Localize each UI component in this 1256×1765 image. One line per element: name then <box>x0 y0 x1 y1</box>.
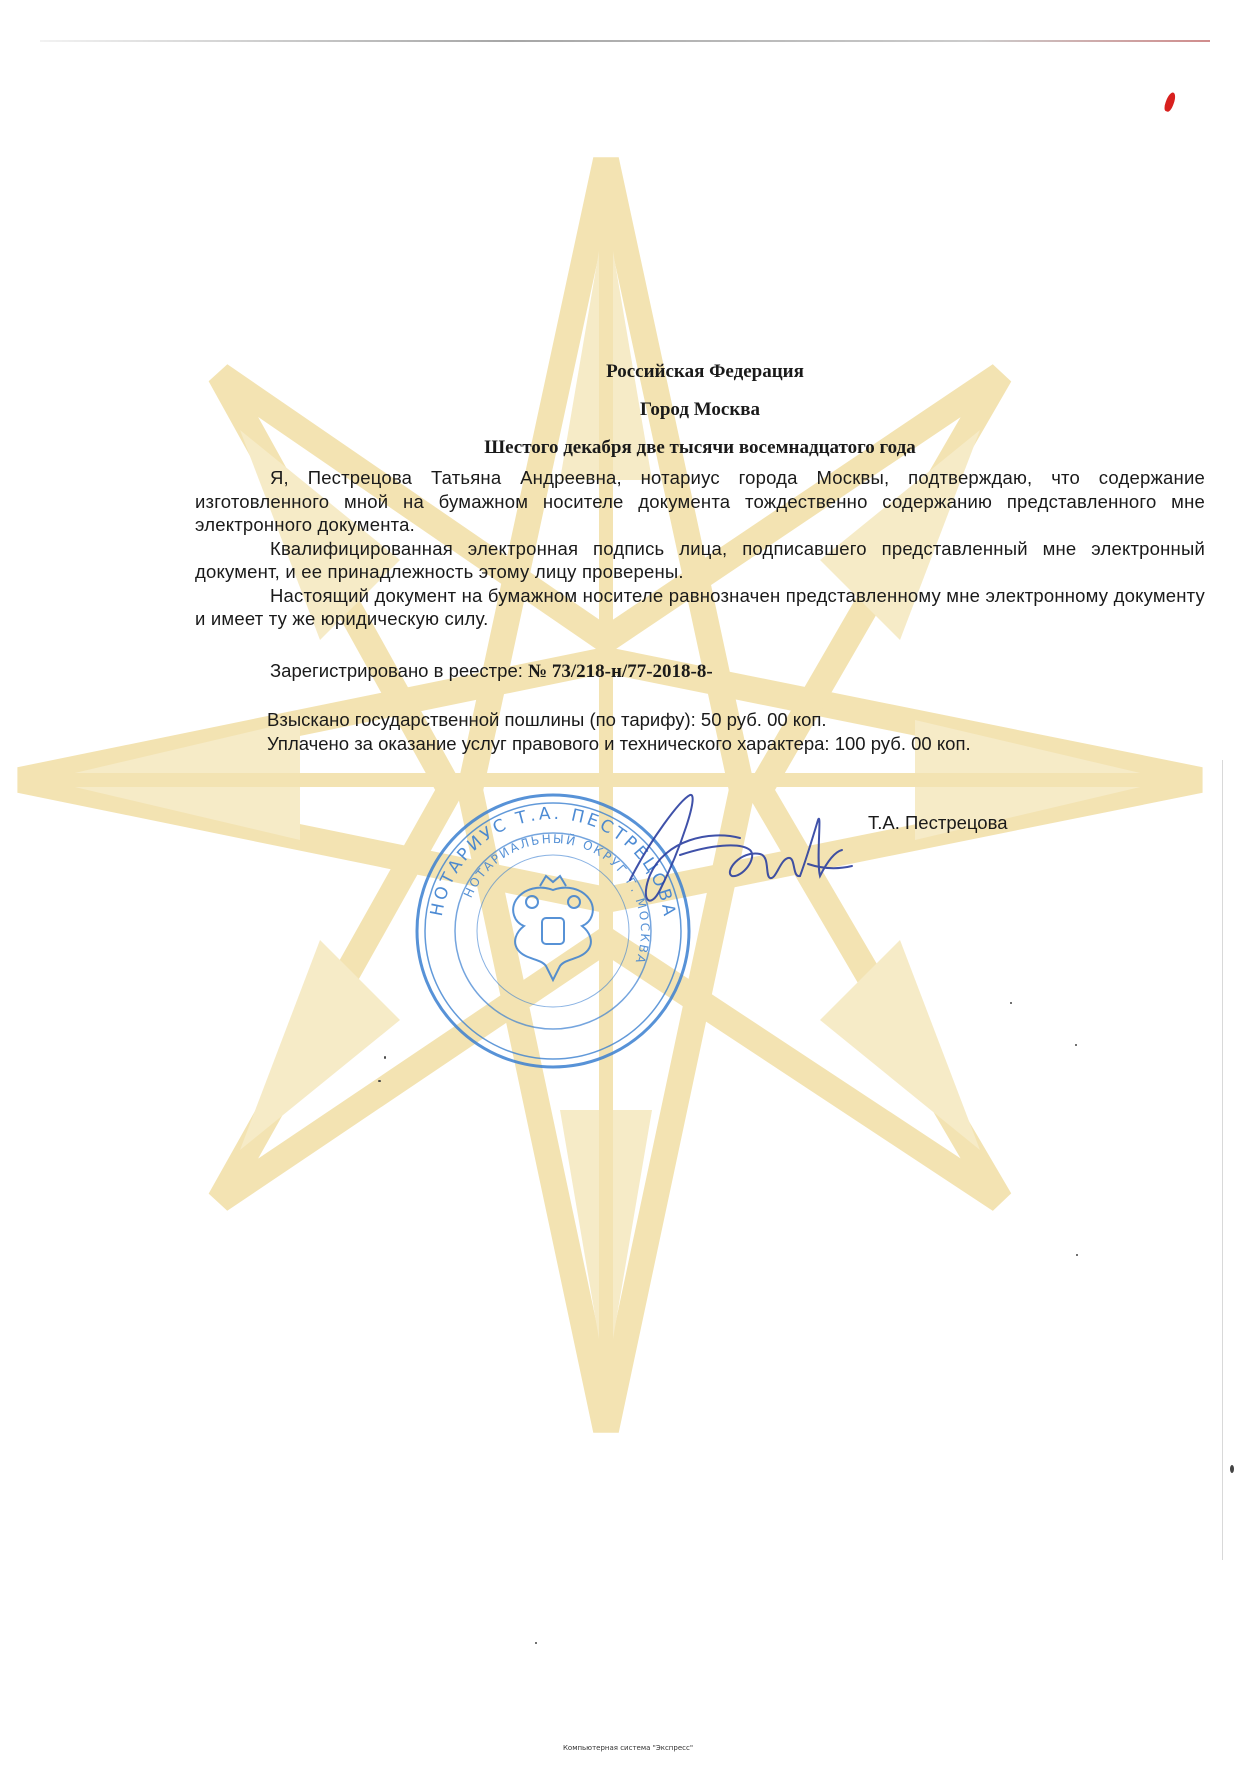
paragraph-signature-check: Квалифицированная электронная подпись лица, подписавшего представленный мне электронный документ, и ее принадлежность этому лицу проверены. <box>195 537 1205 582</box>
scan-speck <box>378 1080 381 1082</box>
seal-inner-text: НОТАРИАЛЬНЫЙ ОКРУГ Г. МОСКВА <box>461 831 653 967</box>
heading-country: Российская Федерация <box>606 361 804 382</box>
footer-system-label: Компьютерная система "Экспресс" <box>562 1744 694 1752</box>
notarial-text <box>195 360 1205 756</box>
handwritten-signature <box>620 780 870 920</box>
seal-outer-text: НОТАРИУС Т.А. ПЕСТРЕЦОВА <box>426 803 680 921</box>
scan-speck <box>1010 1002 1012 1004</box>
scan-speck <box>1076 1254 1078 1256</box>
registry-number: № 73/218-н/77-2018-8- <box>528 660 713 682</box>
heading-city: Город Москва <box>639 399 761 420</box>
registry-line <box>270 659 1205 684</box>
scan-speck <box>1230 1465 1234 1473</box>
state-duty-line: Взыскано государственной пошлины (по тарифу): 50 руб. 00 коп. <box>267 708 827 730</box>
paragraph-certification: Я, Пестрецова Татьяна Андреевна, нотариус города Москвы, подтверждаю, что содержание изготовленного мной на бумажном носителе документа тождественно содержанию представленного мне электронного документа. <box>195 467 1205 535</box>
paragraph-legal-force: Настоящий документ на бумажном носителе равнозначен представленному мне электронному документу и имеет ту же юридическую силу. <box>195 584 1205 629</box>
scan-speck <box>1075 1044 1077 1046</box>
services-fee-line: Уплачено за оказание услуг правового и технического характера: 100 руб. 00 коп. <box>267 732 971 754</box>
registry-label: Зарегистрировано в реестре: <box>270 659 529 681</box>
scan-speck <box>535 1642 537 1644</box>
signer-name: Т.А. Пестрецова <box>868 812 1008 833</box>
heading-date: Шестого декабря две тысячи восемнадцатого года <box>484 437 916 458</box>
scan-speck <box>384 1056 386 1059</box>
